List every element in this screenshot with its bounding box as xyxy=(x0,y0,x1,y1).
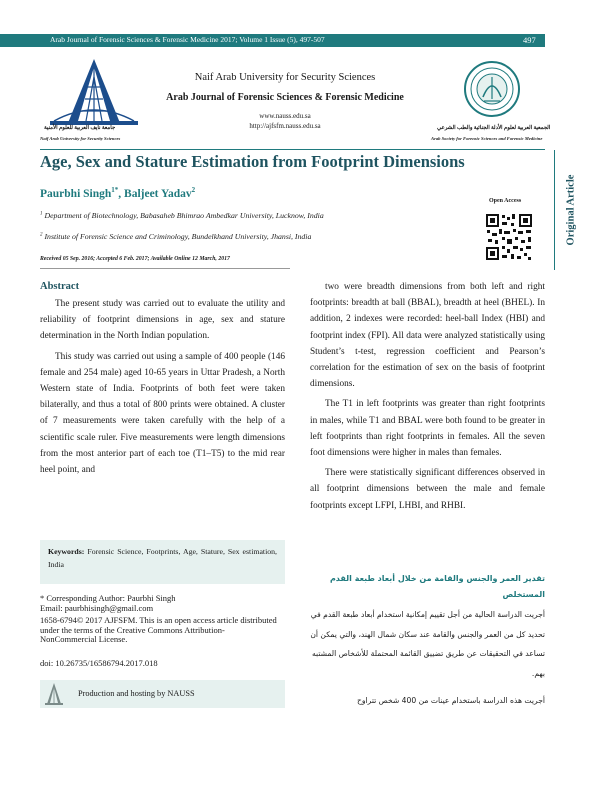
author-name[interactable]: Paurbhi Singh xyxy=(40,187,112,200)
arabic-abstract xyxy=(310,605,545,719)
affiliation-text: Department of Biotechnology, Babasaheb Bhimrao Ambedkar University, Lucknow, India xyxy=(42,211,324,220)
university-name: Naif Arab University for Security Sciences xyxy=(194,72,376,83)
author-name[interactable]: Baljeet Yadav xyxy=(124,187,192,200)
keywords-box xyxy=(40,540,285,584)
masthead-divider xyxy=(40,149,545,150)
arabic-paragraph: أجريت هذه الدراسة باستخدام عينات من 400 شخص تتراوح xyxy=(356,696,545,705)
qr-code-icon[interactable] xyxy=(485,213,533,261)
corresponding-email[interactable]: Email: paurbhisingh@gmail.com xyxy=(40,602,154,613)
affiliation-1 xyxy=(40,211,324,220)
abstract-right-column xyxy=(310,279,545,518)
abstract-paragraph: This study was carried out using a sample of 400 people (146 female and 254 male) aged 10-65 years in Uttar Pradesh, a North Western state of India. Footprints of both feet were taken bilaterally, and thus a total of 800 prints were obtained. A cluster of 7 measurements were taken carefully with the help of a scientific scale ruler. Five measurements were length dimensions from the most anterior part of each toe (T1–T5) to the mid rear heel point, and xyxy=(40,351,285,476)
corresponding-author: * Corresponding Author: Paurbhi Singh xyxy=(40,593,176,603)
right-logo-arabic: الجمعية العربية لعلوم الأدلة الجنائية والطب الشرعي xyxy=(437,125,551,131)
production-box xyxy=(40,680,285,708)
affiliation-2 xyxy=(40,232,311,241)
doi-link[interactable]: doi: 10.26735/16586794.2017.018 xyxy=(40,658,158,668)
left-logo-caption: Naif Arab University for Security Sciences xyxy=(40,136,121,141)
right-logo-caption: Arab Society for Forensic Sciences and Forensic Medicine xyxy=(431,136,543,141)
abstract-heading: Abstract xyxy=(40,281,80,292)
running-header-bar xyxy=(0,34,545,47)
author-list xyxy=(40,186,195,200)
keywords-text: Forensic Science, Footprints, Age, Stature, Sex estimation, India xyxy=(48,547,277,569)
journal-website-link[interactable]: http://ajfsfm.nauss.edu.sa xyxy=(249,122,321,130)
nauss-mini-logo-icon xyxy=(43,682,65,706)
article-dates: Received 05 Sep. 2016; Accepted 6 Feb. 2017; Available Online 12 March, 2017 xyxy=(40,256,230,262)
journal-name: Arab Journal of Forensic Sciences & Forensic Medicine xyxy=(166,92,404,103)
author-separator: , xyxy=(118,187,125,200)
abstract-paragraph: The T1 in left footprints was greater than right footprints in males, while T1 and BBAL were both found to be greater in left footprints than right footprints in females. All the seven foot dimensions were higher in males than females. xyxy=(310,399,545,459)
left-logo-arabic: جامعة نايف العربية للعلوم الأمنية xyxy=(44,125,116,131)
abstract-paragraph: two were breadth dimensions from both left and right footprints: breadth at ball (BBAL), breadth at heel (BHEL). In addition, 2 indexes were recorded: heel-ball Index (HBI) and footprint index (FPI). All data were analyzed statistically using Student’s t-test, regression coefficient and Pearson’s correlation for the estimation of sex on the basis of footprint dimensions. xyxy=(310,282,545,390)
running-header-text: Arab Journal of Forensic Sciences & Forensic Medicine 2017; Volume 1 Issue (5), 497-507 xyxy=(50,35,325,44)
dates-divider xyxy=(40,268,290,269)
open-access-label: Open Access xyxy=(489,198,522,204)
affiliation-number: 2 xyxy=(40,232,43,238)
license-text: 1658-6794© 2017 AJFSFM. This is an open access article distributed under the terms of the Creative Commons Attribution-NonCommercial License. xyxy=(40,615,277,644)
abstract-left-column xyxy=(40,296,285,482)
affiliation-number: 1 xyxy=(40,211,43,217)
nauss-logo xyxy=(40,57,148,145)
arabic-paragraph: أجريت الدراسة الحالية من أجل تقييم إمكانية استخدام أبعاد طبعة القدم في تحديد كل من العمر والجنس والقامة عند سكان شمال الهند، والتي يمكن أن تساعد في التحقيقات عن طريق تضييق القائمة المحتملة للأشخاص المشتبه بهم. xyxy=(310,610,545,678)
author-superscript: 2 xyxy=(191,186,196,194)
abstract-paragraph: The present study was carried out to evaluate the utility and reliability of footprint dimensions in age, sex and stature determination in the North Indian population. xyxy=(40,299,285,342)
arabic-title: تقدير العمر والجنس والقامة من خلال أبعاد طبعة القدم المستخلص xyxy=(329,574,545,599)
article-type-sidebar xyxy=(560,160,582,260)
arab-society-logo xyxy=(431,57,553,145)
production-text: Production and hosting by NAUSS xyxy=(78,689,195,698)
article-type-label: Original Article xyxy=(565,174,577,246)
society-emblem-icon xyxy=(431,57,553,127)
affiliation-text: Institute of Forensic Science and Criminology, Bundelkhand University, Jhansi, India xyxy=(42,232,312,241)
website-link[interactable]: www.nauss.edu.sa xyxy=(259,112,311,120)
keywords-label: Keywords: xyxy=(48,547,85,556)
article-title: Age, Sex and Stature Estimation from Footprint Dimensions xyxy=(40,152,465,171)
abstract-paragraph: There were statistically significant differences observed in all footprint dimensions between the male and female footprints except LFPI, LHBI, and RHBI. xyxy=(310,468,545,511)
correspondence-block xyxy=(40,594,176,613)
nauss-tower-icon xyxy=(40,57,148,127)
author-superscript: 1* xyxy=(111,186,119,194)
sidebar-divider xyxy=(554,150,555,270)
page-number: 497 xyxy=(523,35,536,45)
